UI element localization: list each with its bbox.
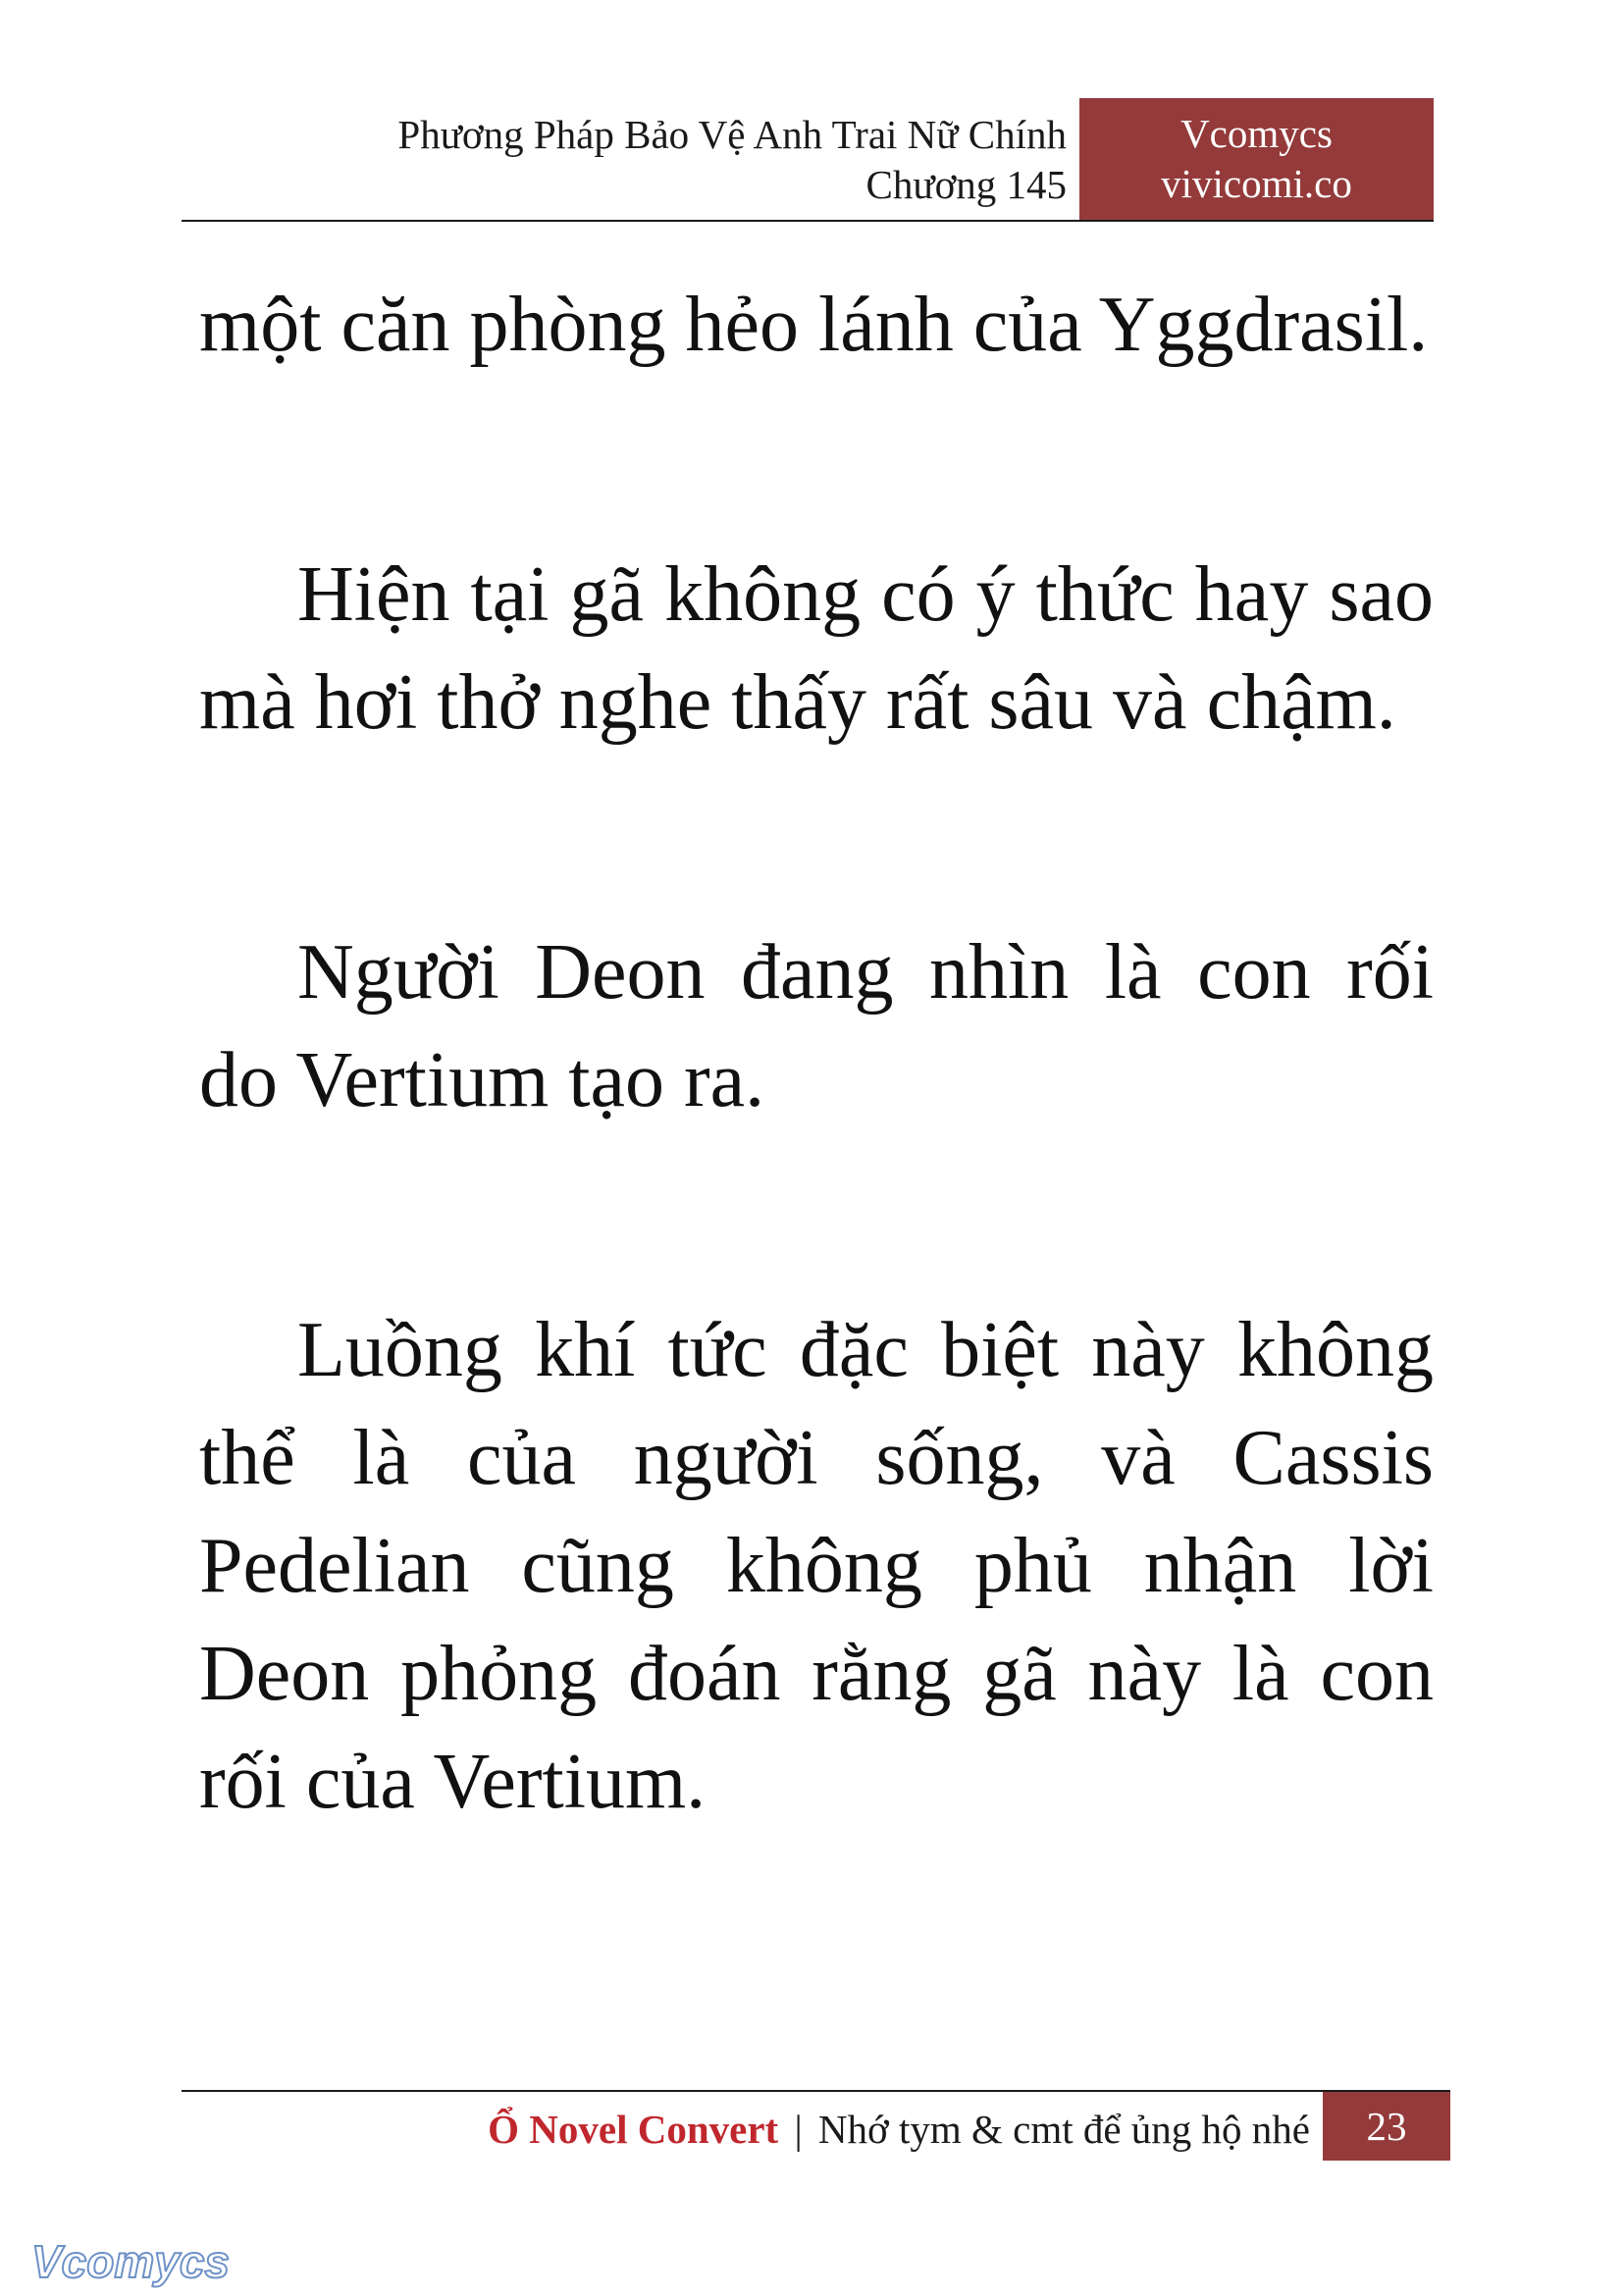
paragraph: Hiện tại gã không có ý thức hay sao mà hơi thở nghe thấy rất sâu và chậm. <box>199 551 1434 746</box>
paragraph: một căn phòng hẻo lánh của Yggdrasil. <box>199 282 1429 368</box>
page-body <box>199 271 1434 1998</box>
footer-message: Nhớ tym & cmt để ủng hộ nhé <box>817 2107 1310 2152</box>
watermark-text: Vcomycs <box>31 2236 231 2287</box>
footer-brand[interactable]: Ổ Novel Convert <box>488 2107 779 2152</box>
page-number: 23 <box>1323 2092 1450 2161</box>
chapter-label: Chương 145 <box>865 162 1067 207</box>
footer-separator: | <box>794 2107 803 2152</box>
book-title: Phương Pháp Bảo Vệ Anh Trai Nữ Chính <box>397 112 1067 157</box>
footer-text <box>488 2104 1310 2155</box>
header-divider <box>182 220 1434 222</box>
site-url: vivicomi.co <box>1161 161 1352 206</box>
paragraph: Người Deon đang nhìn là con rối do Vertium tạo ra. <box>199 929 1434 1123</box>
page-footer <box>182 2092 1450 2163</box>
site-badge[interactable] <box>1079 98 1434 220</box>
page-header <box>0 0 1624 226</box>
vcomycs-watermark-logo <box>27 2232 253 2291</box>
header-title-block <box>85 110 1067 210</box>
paragraph: Luồng khí tức đặc biệt này không thể là của người sống, và Cassis Pedelian cũng không phủ nhận lời Deon phỏng đoán rằng gã này là con rối của Vertium. <box>199 1307 1434 1825</box>
watermark-logo-icon <box>27 2232 253 2291</box>
site-name: Vcomycs <box>1180 111 1333 156</box>
